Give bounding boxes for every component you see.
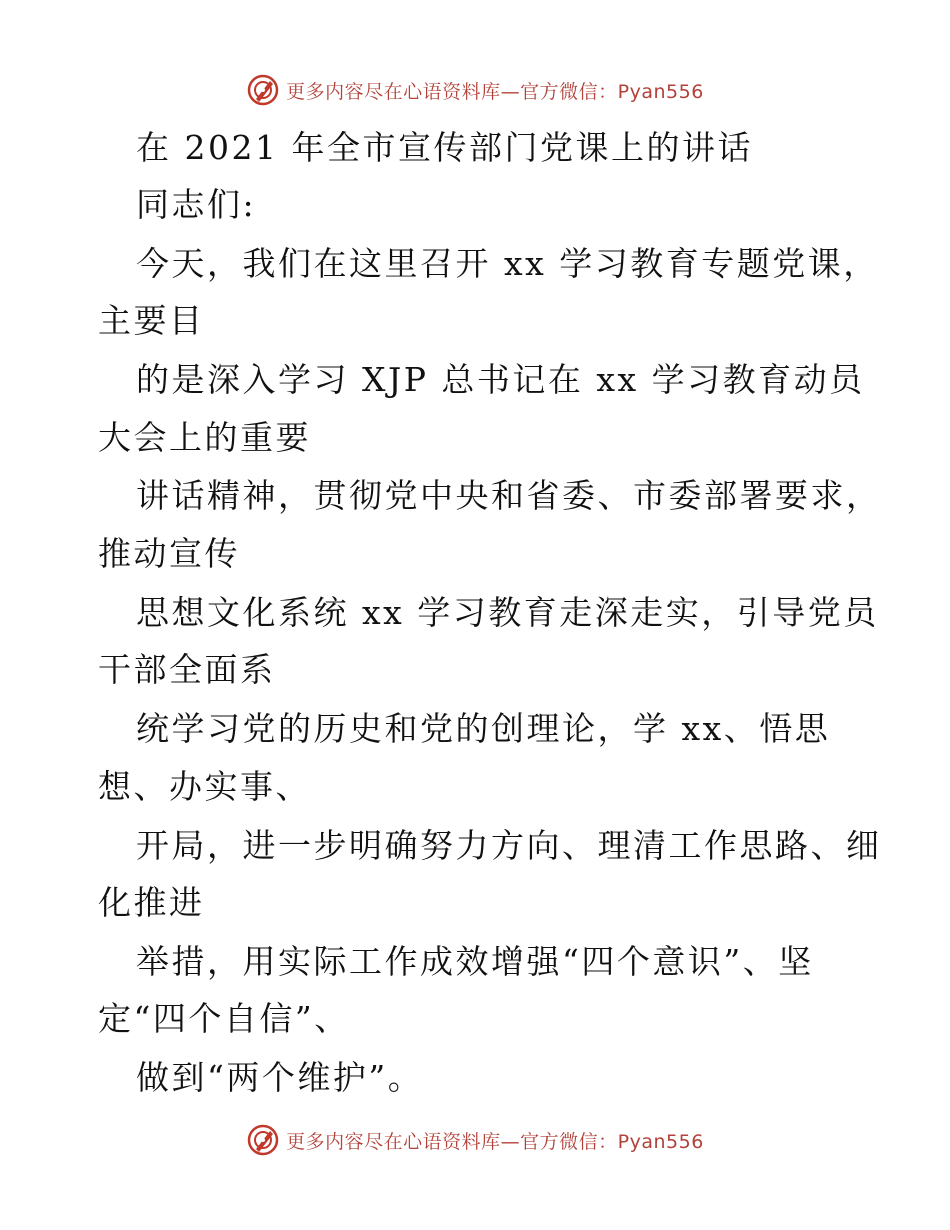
paragraph-line: 想、办实事、 bbox=[98, 767, 311, 806]
salutation: 同志们: bbox=[136, 185, 257, 224]
watermark-text: 更多内容尽在心语资料库—官方微信：Pyan556 bbox=[286, 80, 704, 103]
paragraph-line: 大会上的重要 bbox=[98, 418, 311, 457]
paragraph-line: 统学习党的历史和党的创理论，学 xx、悟思 bbox=[136, 709, 831, 748]
paragraph-line: 举措，用实际工作成效增强“四个意识”、坚 bbox=[136, 942, 814, 981]
document-title: 在 2021 年全市宣传部门党课上的讲话 bbox=[136, 128, 753, 167]
paragraph-line: 开局，进一步明确努力方向、理清工作思路、细 bbox=[136, 826, 882, 865]
paragraph-line: 推动宣传 bbox=[98, 534, 240, 573]
paragraph-line: 思想文化系统 xx 学习教育走深走实，引导党员 bbox=[136, 593, 879, 632]
paragraph-line: 主要目 bbox=[98, 301, 205, 340]
paragraph-line: 的是深入学习 XJP 总书记在 xx 学习教育动员 bbox=[136, 360, 865, 399]
paragraph-line: 干部全面系 bbox=[98, 650, 276, 689]
paragraph-line: 今天，我们在这里召开 xx 学习教育专题党课， bbox=[136, 244, 879, 283]
paragraph-line: 化推进 bbox=[98, 883, 205, 922]
paragraph-line: 做到“两个维护”。 bbox=[136, 1058, 424, 1097]
paragraph-line: 定“四个自信”、 bbox=[98, 999, 350, 1038]
footer-watermark bbox=[0, 1120, 950, 1160]
watermark-text: 更多内容尽在心语资料库—官方微信：Pyan556 bbox=[286, 1130, 704, 1153]
pen-nib-logo-icon bbox=[246, 1123, 280, 1157]
paragraph-line: 讲话精神，贯彻党中央和省委、市委部署要求， bbox=[136, 476, 882, 515]
